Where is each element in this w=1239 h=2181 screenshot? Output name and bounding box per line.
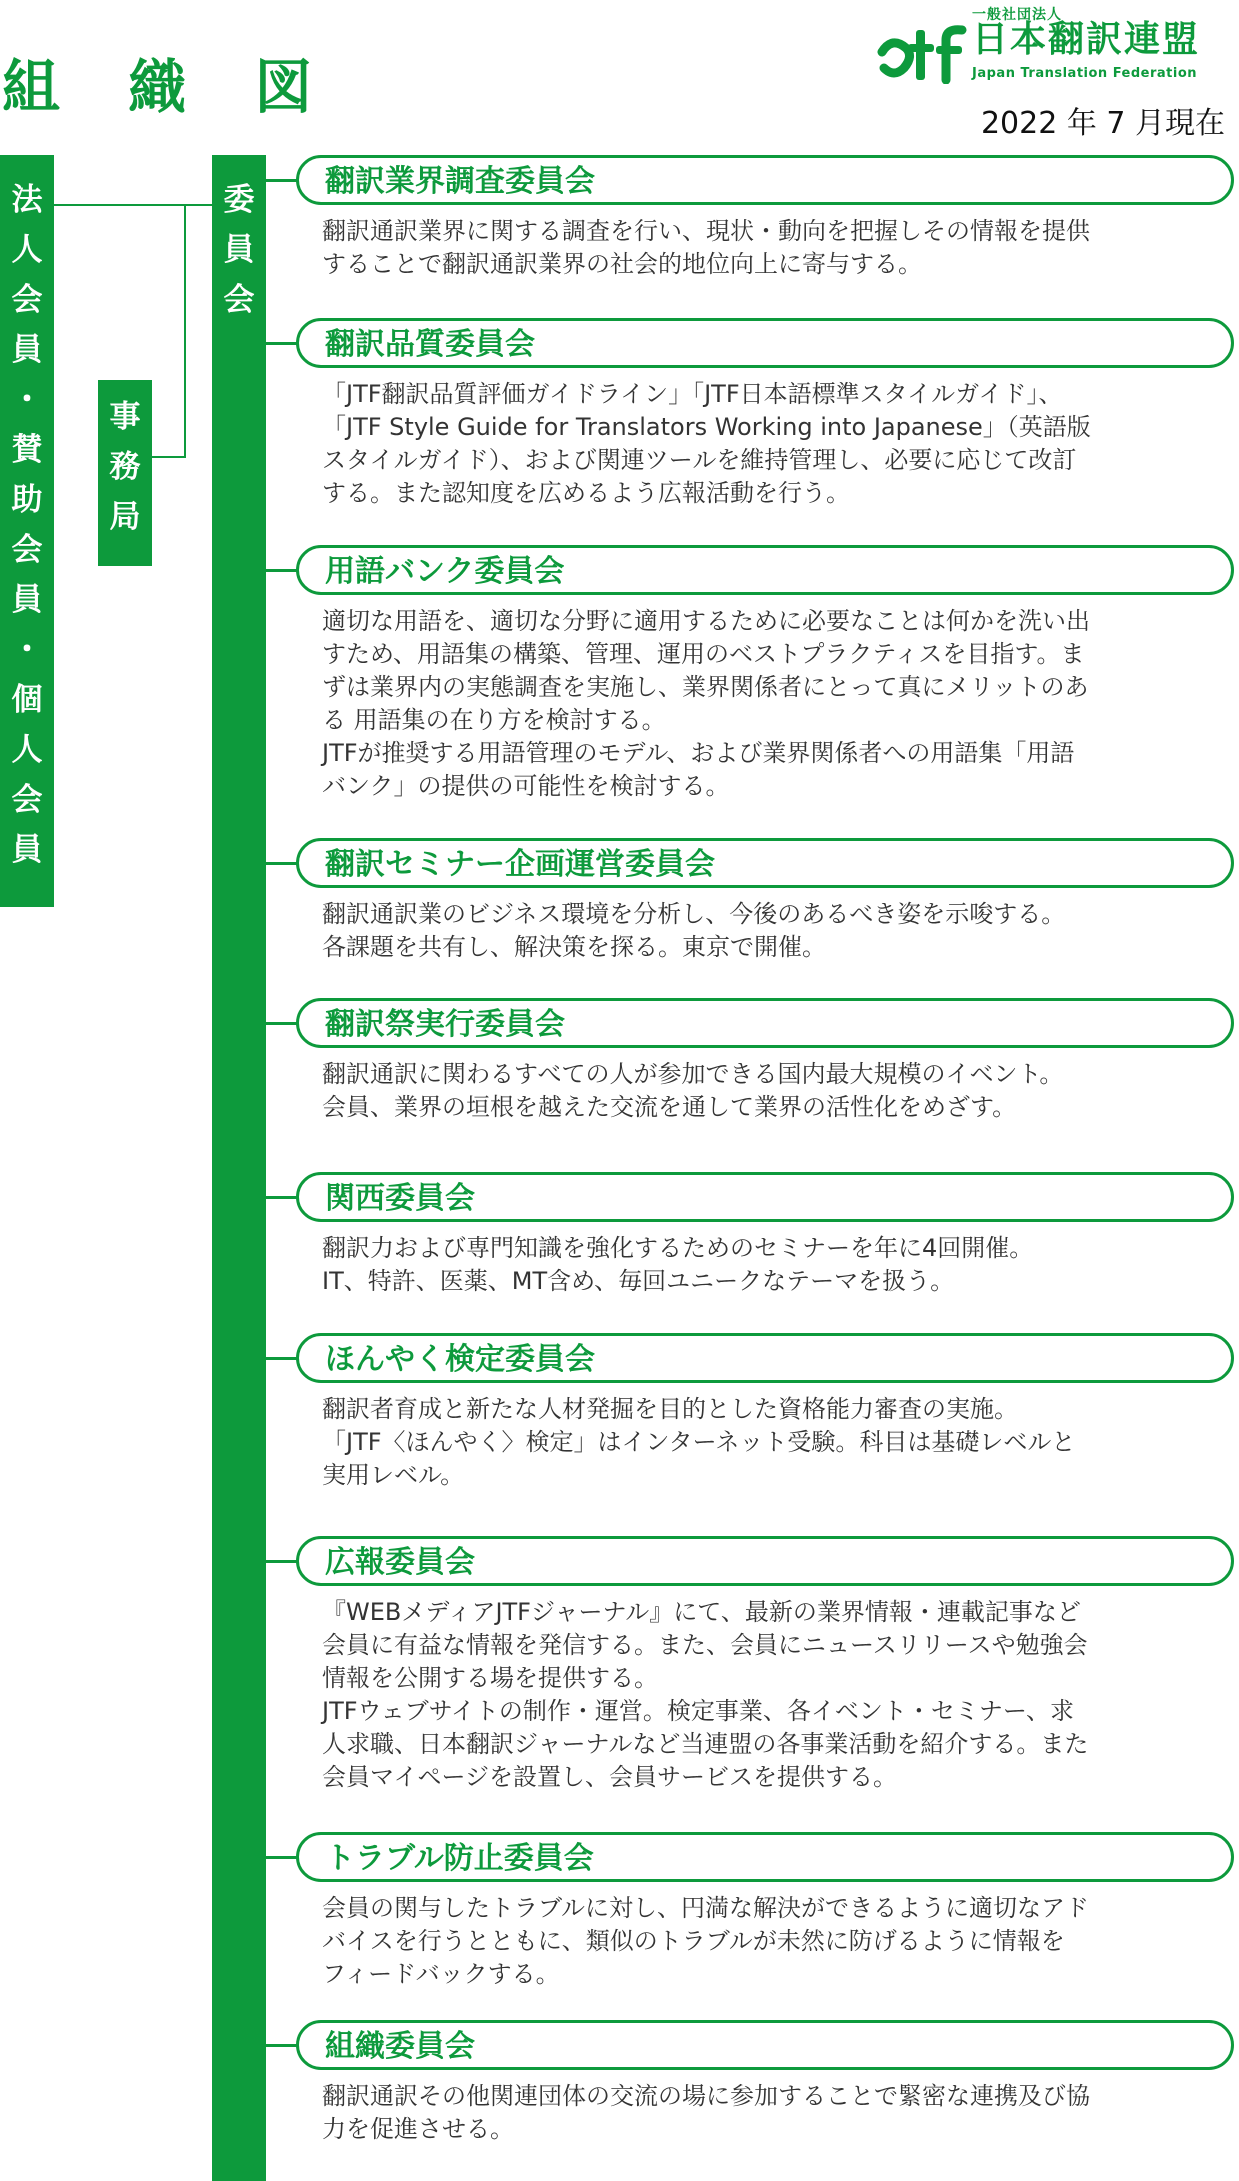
logo-subtitle: 一般社団法人 — [972, 7, 1062, 23]
members-bar-char: 個 — [11, 682, 43, 718]
committee-bar-char: 員 — [223, 232, 255, 268]
committee-header — [296, 998, 1234, 1048]
committee-name: 翻訳セミナー企画運営委員会 — [325, 847, 715, 882]
committee-header — [296, 1333, 1234, 1383]
committee-name: 広報委員会 — [325, 1545, 475, 1580]
members-bar-char: 員 — [11, 332, 43, 368]
office-bar-char: 事 — [109, 399, 141, 435]
committee-name: 用語バンク委員会 — [325, 554, 565, 589]
committee-description: 「JTF翻訳品質評価ガイドライン」「JTF日本語標準スタイルガイド」、 「JTF Style Guide for Translators Working into Japanese」（英語版 スタイルガイド）、および関連ツールを維持管理し、必要に応じて改訂 する。また認知度を広めるよう広報活動を行う。 — [322, 380, 1091, 507]
committee-description: 翻訳通訳業界に関する調査を行い、現状・動向を把握しその情報を提供 することで翻訳通訳業界の社会的地位向上に寄与する。 — [322, 217, 1090, 278]
committee-description: 翻訳力および専門知識を強化するためのセミナーを年に4回開催。 IT、特許、医薬、MT含め、毎回ユニークなテーマを扱う。 — [322, 1234, 1034, 1295]
members-bar-char: ・ — [11, 632, 43, 668]
logo-english-name: Japan Translation Federation — [972, 66, 1198, 81]
jtf-logo-icon — [876, 22, 968, 84]
committee-connector — [266, 1196, 298, 1199]
members-bar-char: 会 — [11, 782, 43, 818]
committee-description: 翻訳通訳に関わるすべての人が参加できる国内最大規模のイベント。 会員、業界の垣根を越えた交流を通して業界の活性化をめざす。 — [322, 1060, 1064, 1121]
members-bar-char: 人 — [11, 232, 43, 268]
committee-header — [296, 2020, 1234, 2070]
members-bar-char: 賛 — [11, 432, 43, 468]
committee-connector — [266, 1357, 298, 1360]
date-label: 2022 年 7 月現在 — [980, 106, 1225, 141]
committee-header — [296, 838, 1234, 888]
connector-line — [152, 456, 186, 458]
page-title: 組 織 図 — [2, 53, 337, 121]
members-bar-char: 助 — [11, 482, 43, 518]
committee-description: 翻訳者育成と新たな人材発掘を目的とした資格能力審査の実施。 「JTF〈ほんやく〉検定」はインターネット受験。科目は基礎レベルと 実用レベル。 — [322, 1395, 1076, 1489]
office-bar — [98, 380, 152, 566]
members-bar-char: ・ — [11, 382, 43, 418]
committee-bar — [212, 155, 266, 2181]
committee-description: 翻訳通訳業のビジネス環境を分析し、今後のあるべき姿を示唆する。 各課題を共有し、解決策を探る。東京で開催。 — [322, 900, 1066, 961]
committee-header — [296, 155, 1234, 205]
connector-line — [54, 204, 212, 206]
committee-connector — [266, 179, 298, 182]
members-bar-char: 法 — [11, 182, 43, 218]
committee-description: 会員の関与したトラブルに対し、円満な解決ができるように適切なアド バイスを行うとともに、類似のトラブルが未然に防げるように情報を フィードバックする。 — [322, 1894, 1090, 1988]
committee-header — [296, 1832, 1234, 1882]
committee-header — [296, 1536, 1234, 1586]
members-bar-char: 会 — [11, 282, 43, 318]
committee-connector — [266, 1022, 298, 1025]
office-bar-char: 局 — [109, 499, 141, 535]
logo-name: 日本翻訳連盟 — [972, 19, 1201, 60]
committee-header — [296, 545, 1234, 595]
committee-connector — [266, 2044, 298, 2047]
members-bar-char: 員 — [11, 832, 43, 868]
members-bar — [0, 155, 54, 907]
committee-connector — [266, 342, 298, 345]
members-bar-char: 会 — [11, 532, 43, 568]
members-bar-char: 人 — [11, 732, 43, 768]
committee-name: 翻訳祭実行委員会 — [325, 1007, 565, 1042]
committee-name: トラブル防止委員会 — [325, 1841, 594, 1876]
committee-bar-char: 会 — [223, 282, 255, 318]
committee-connector — [266, 1560, 298, 1563]
committee-name: ほんやく検定委員会 — [325, 1342, 595, 1377]
committee-description: 翻訳通訳その他関連団体の交流の場に参加することで緊密な連携及び協 力を促進させる。 — [322, 2082, 1090, 2143]
committee-connector — [266, 569, 298, 572]
logo — [876, 2, 1226, 86]
committee-connector — [266, 862, 298, 865]
committee-bar-char: 委 — [223, 182, 255, 218]
office-bar-char: 務 — [109, 449, 141, 485]
members-bar-char: 員 — [11, 582, 43, 618]
committee-header — [296, 1172, 1234, 1222]
committee-description: 適切な用語を、適切な分野に適用するために必要なことは何かを洗い出 すため、用語集の構築、管理、運用のベストプラクティスを目指す。ま ずは業界内の実態調査を実施し、業界関係者にとって真にメリットのあ る 用語集の在り方を検討する。 JTFが推奨する用語管理のモデル、および業界関係者への用語集「用語 バンク」の提供の可能性を検討する。 — [322, 607, 1090, 800]
committee-name: 組織委員会 — [325, 2029, 475, 2064]
committee-name: 翻訳品質委員会 — [325, 327, 535, 362]
committee-name: 関西委員会 — [325, 1181, 475, 1216]
committee-header — [296, 318, 1234, 368]
committee-description: 『WEBメディアJTFジャーナル』にて、最新の業界情報・連載記事など 会員に有益な情報を発信する。また、会員にニュースリリースや勉強会 情報を公開する場を提供する。 JTFウェブサイトの制作・運営。検定事業、各イベント・セミナー、求 人求職、日本翻訳ジャーナルなど当連盟の各事業活動を紹介する。また 会員マイページを設置し、会員サービスを提供する。 — [322, 1598, 1089, 1791]
committee-connector — [266, 1856, 298, 1859]
connector-line — [184, 204, 186, 458]
committee-name: 翻訳業界調査委員会 — [325, 164, 595, 199]
